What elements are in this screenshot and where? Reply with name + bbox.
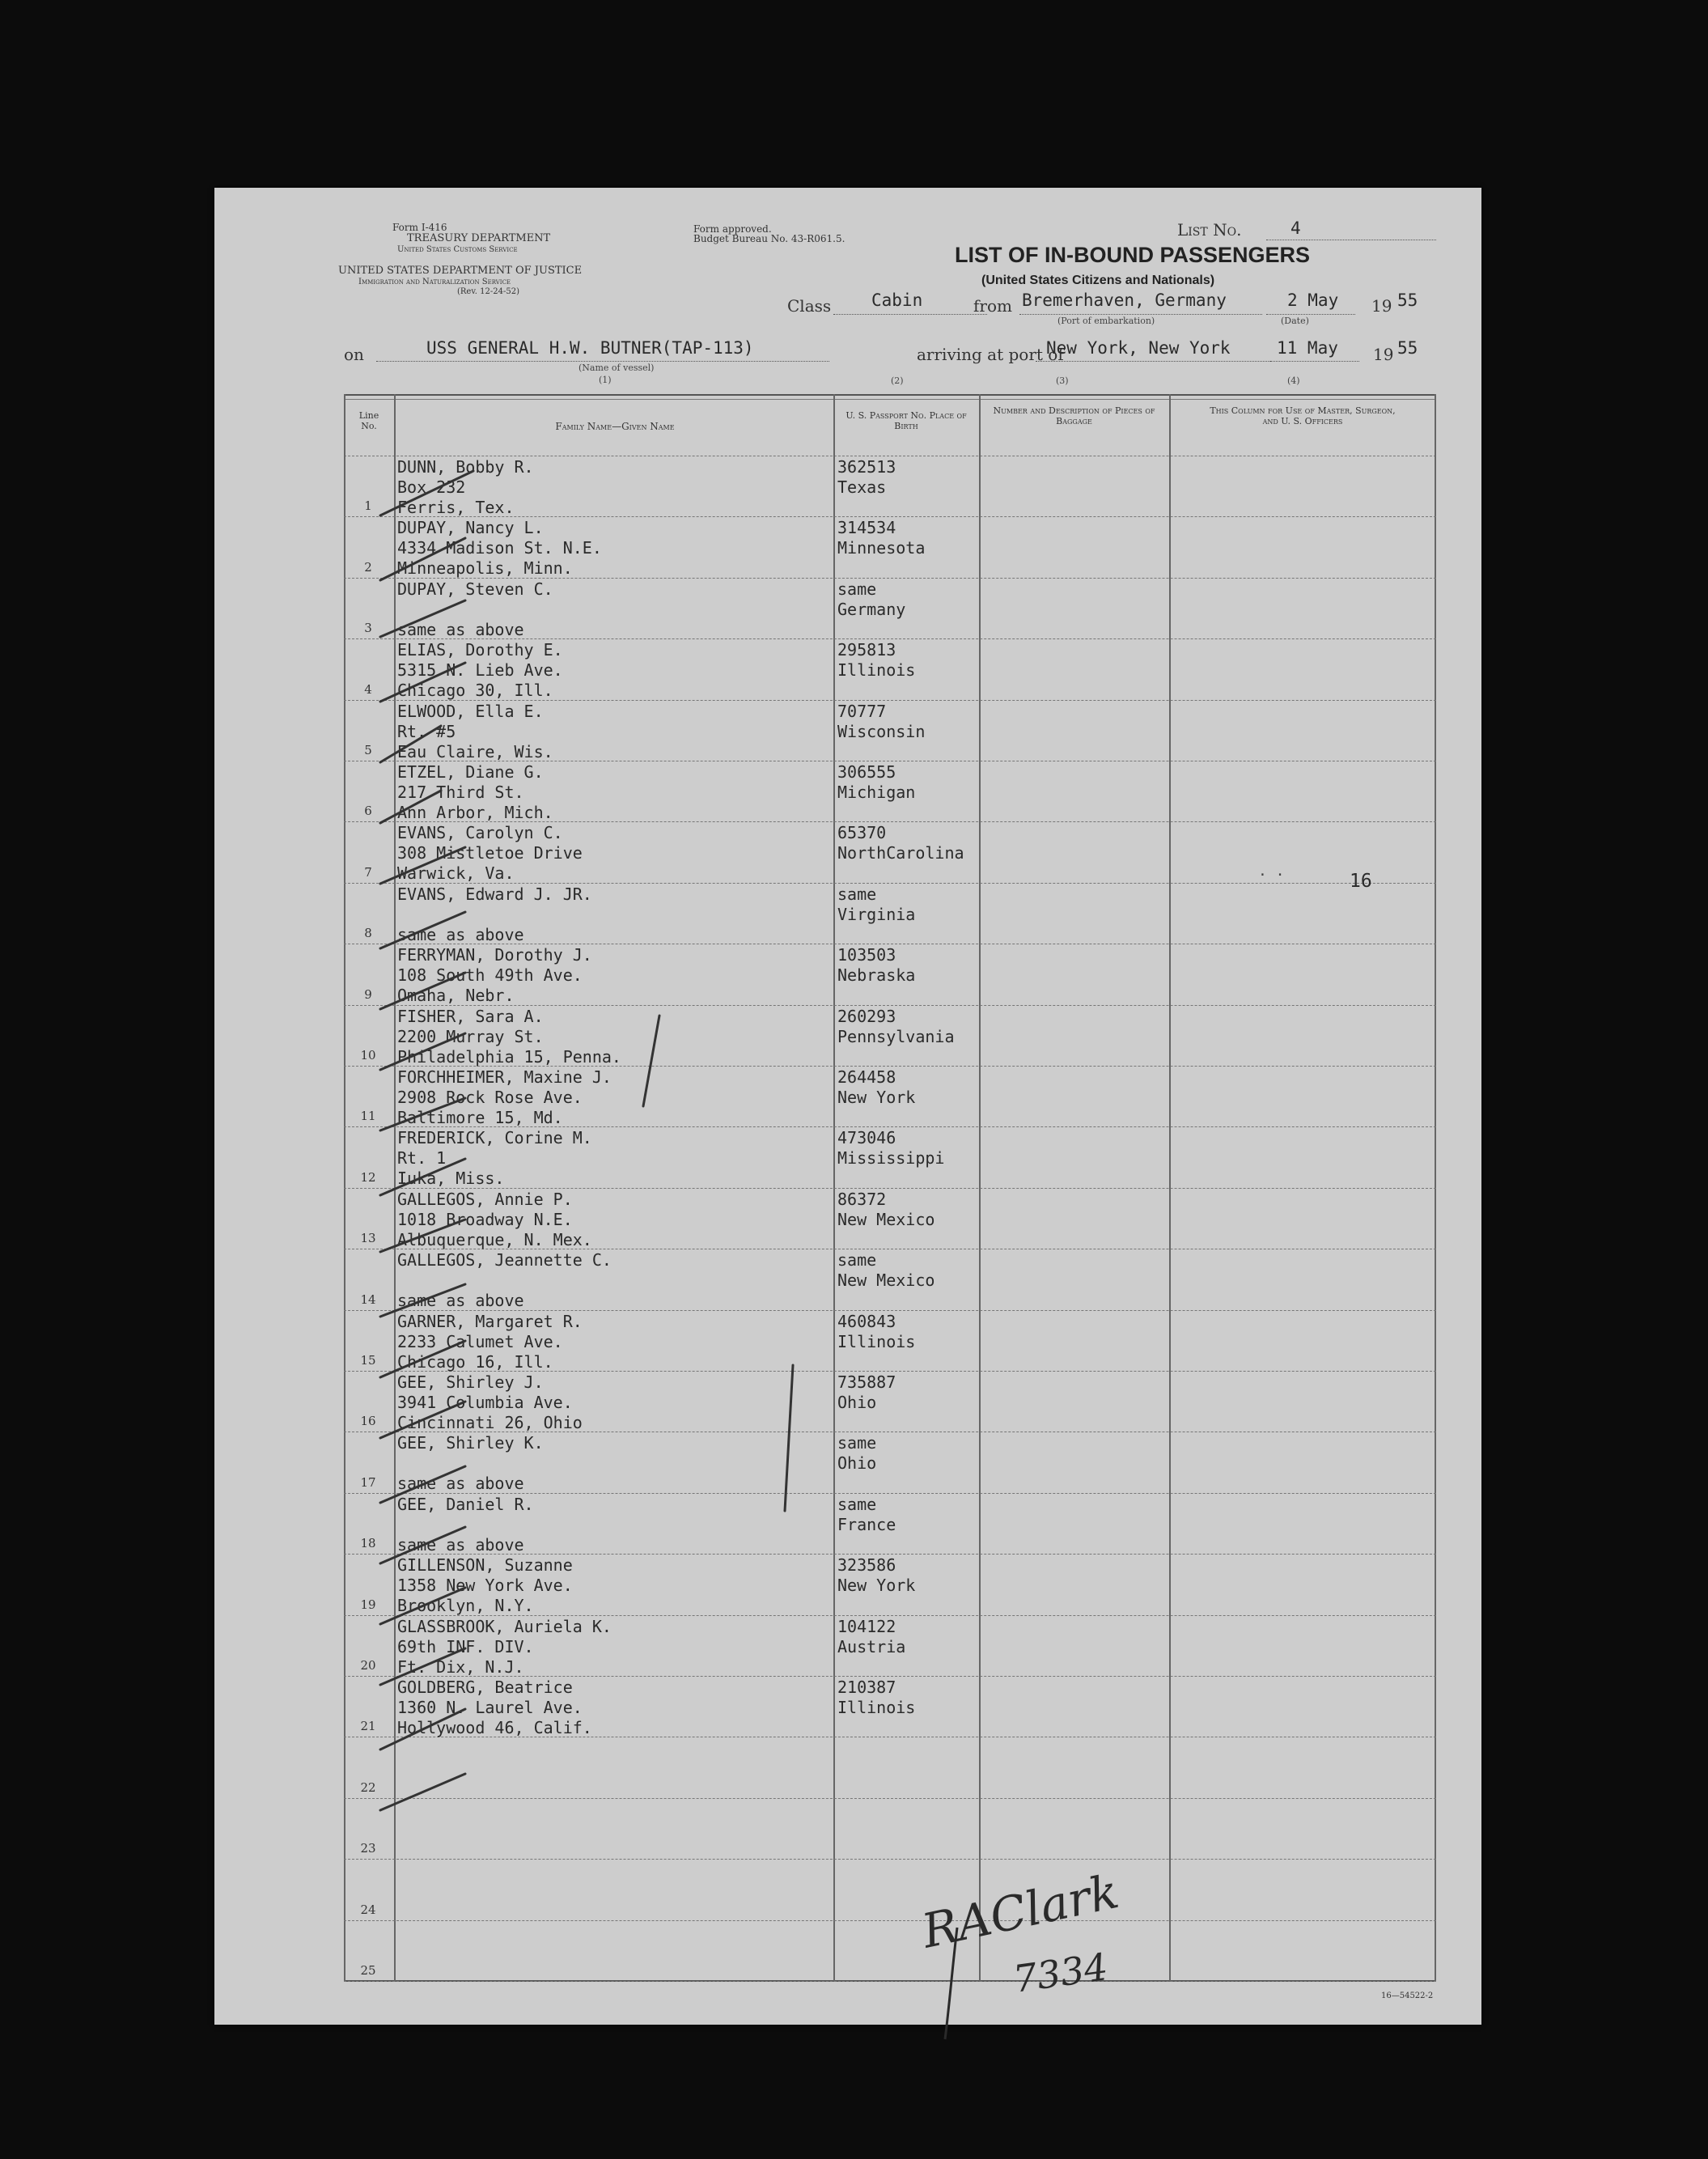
passport-cell (837, 579, 905, 620)
passport-number: same (837, 1433, 877, 1453)
passenger-name: FERRYMAN, Dorothy J. (397, 945, 592, 965)
passenger-address: Hollywood 46, Calif. (397, 1718, 592, 1737)
place-of-birth: Minnesota (837, 538, 926, 558)
passenger-name: GILLENSON, Suzanne (397, 1555, 573, 1576)
passenger-address: Warwick, Va. (397, 863, 515, 884)
vessel-caption: (Name of vessel) (579, 363, 655, 373)
passenger-address: Cincinnati 26, Ohio (397, 1413, 583, 1432)
passenger-name: GEE, Shirley J. (397, 1372, 544, 1392)
passport-cell (837, 1190, 935, 1230)
list-number: 4 (1291, 218, 1301, 238)
passenger-name: DUNN, Bobby R. (397, 457, 534, 477)
passenger-address: Chicago 16, Ill. (397, 1351, 553, 1372)
passport-cell (837, 1617, 905, 1657)
passenger-address: Ft. Dix, N.J. (397, 1656, 524, 1677)
passport-number: 460843 (837, 1311, 896, 1331)
passenger-name: DUPAY, Steven C. (397, 579, 553, 599)
passenger-name: GARNER, Margaret R. (397, 1311, 583, 1331)
from-label: from (973, 296, 1012, 316)
passenger-address: 2200 Murray St. (397, 1026, 544, 1046)
passenger-address: Ann Arbor, Mich. (397, 803, 553, 822)
passenger-name: GLASSBROOK, Auriela K. (397, 1616, 612, 1636)
place-of-birth: Nebraska (837, 965, 916, 986)
passenger-address: Iuka, Miss. (397, 1169, 505, 1189)
arriving-label: arriving at port of (917, 345, 1064, 364)
place-of-birth: Pennsylvania (837, 1026, 955, 1046)
embark-year: 55 (1397, 291, 1418, 310)
passenger-address: Box 232 (397, 477, 466, 497)
passport-cell (837, 1433, 876, 1474)
passenger-name: EVANS, Edward J. JR. (397, 884, 592, 904)
passport-cell (837, 945, 915, 986)
on-label: on (344, 345, 364, 364)
passenger-address: Chicago 30, Ill. (397, 681, 553, 701)
passport-cell (837, 1128, 944, 1169)
passenger-address: Albuquerque, N. Mex. (397, 1229, 592, 1249)
place-of-birth: New York (837, 1576, 916, 1596)
passport-cell (837, 1250, 935, 1291)
line-number: 2 (364, 559, 372, 575)
line-number: 18 (360, 1536, 376, 1551)
place-of-birth: NorthCarolina (837, 843, 964, 863)
line-number: 10 (360, 1048, 376, 1063)
budget-bureau: Budget Bureau No. 43-R061.5. (693, 233, 846, 244)
arrival-port: New York, New York (1046, 338, 1231, 358)
line-number: 15 (360, 1353, 376, 1368)
manifest-page (214, 188, 1481, 2025)
passport-number: 260293 (837, 1006, 896, 1026)
col-line-no: Line No. (358, 410, 379, 431)
passport-cell (837, 884, 915, 925)
place-of-birth: Illinois (837, 1698, 916, 1717)
arrival-year: 55 (1397, 338, 1418, 358)
passenger-address: same as above (397, 924, 524, 944)
caption-1: (1) (599, 375, 612, 385)
passport-cell (837, 702, 925, 742)
passenger-name: FORCHHEIMER, Maxine J. (397, 1067, 612, 1087)
passenger-address: Rt. #5 (397, 721, 456, 741)
passenger-address: 217 Third St. (397, 783, 524, 802)
line-number: 8 (364, 926, 372, 941)
passenger-name: GEE, Daniel R. (397, 1494, 534, 1514)
passenger-address: Eau Claire, Wis. (397, 741, 553, 761)
passenger-name: GALLEGOS, Jeannette C. (397, 1250, 612, 1270)
passenger-address: Brooklyn, N.Y. (397, 1596, 534, 1616)
passenger-address: 69th INF. DIV. (397, 1636, 534, 1656)
handwritten-number: 7334 (1011, 1945, 1111, 2001)
passport-number: 314534 (837, 518, 896, 538)
passport-number: 104122 (837, 1616, 896, 1636)
place-of-birth: Ohio (837, 1453, 877, 1474)
place-of-birth: France (837, 1514, 896, 1534)
passenger-address: same as above (397, 1534, 524, 1555)
passenger-name: GEE, Shirley K. (397, 1433, 544, 1453)
passport-cell (837, 1372, 896, 1413)
line-number: 21 (360, 1719, 376, 1734)
passport-number: 65370 (837, 823, 887, 843)
passport-number: 473046 (837, 1128, 896, 1148)
form-number: Form I-416 (392, 222, 447, 233)
passport-cell (837, 1495, 896, 1535)
place-of-birth: New Mexico (837, 1209, 935, 1229)
passenger-address: Omaha, Nebr. (397, 986, 515, 1006)
passport-cell (837, 1555, 915, 1596)
passport-cell (837, 762, 915, 803)
line-number: 9 (364, 986, 372, 1002)
passport-number: same (837, 884, 877, 904)
passenger-address: Rt. 1 (397, 1148, 447, 1169)
line-number: 23 (360, 1841, 376, 1856)
passport-number: same (837, 1494, 877, 1514)
passenger-name: GOLDBERG, Beatrice (397, 1678, 573, 1697)
passenger-address: same as above (397, 1474, 524, 1494)
passenger-name: ELIAS, Dorothy E. (397, 640, 563, 660)
passenger-address: 1360 N. Laurel Ave. (397, 1698, 583, 1717)
ins-service: Immigration and Naturalization Service (358, 278, 511, 286)
justice-department: UNITED STATES DEPARTMENT OF JUSTICE (338, 265, 583, 277)
line-number: 12 (360, 1169, 376, 1185)
passenger-address: Minneapolis, Minn. (397, 558, 573, 579)
col-baggage: Number and Description of Pieces of Baggage (993, 405, 1155, 426)
check-marks (344, 394, 829, 1982)
passport-number: same (837, 579, 877, 599)
caption-3: (3) (1056, 375, 1069, 386)
passport-cell (837, 823, 964, 863)
passport-cell (837, 1007, 955, 1047)
passenger-address: 108 South 49th Ave. (397, 965, 583, 986)
passport-number: 70777 (837, 701, 887, 721)
revision: (Rev. 12-24-52) (457, 287, 520, 296)
passenger-address: 1358 New York Ave. (397, 1576, 573, 1596)
passenger-address: 2233 Calumet Ave. (397, 1331, 563, 1351)
passport-number: 362513 (837, 457, 896, 477)
passport-cell (837, 457, 896, 498)
passport-cell (837, 1067, 915, 1108)
dot-marks: · · (1258, 867, 1285, 884)
passport-number: 264458 (837, 1067, 896, 1087)
embark-year-prefix: 19 (1371, 296, 1392, 316)
passenger-address: 308 Mistletoe Drive (397, 843, 583, 863)
passport-cell (837, 518, 925, 558)
place-of-birth: Michigan (837, 783, 916, 802)
line-number: 3 (364, 621, 372, 636)
line-number: 6 (364, 804, 372, 819)
passport-number: same (837, 1250, 877, 1270)
passport-cell (837, 640, 915, 681)
line-number: 25 (360, 1963, 376, 1978)
place-of-birth: Austria (837, 1636, 906, 1656)
passenger-address: Baltimore 15, Md. (397, 1108, 563, 1127)
passport-number: 306555 (837, 762, 896, 782)
line-number: 20 (360, 1658, 376, 1673)
passenger-name: EVANS, Carolyn C. (397, 823, 563, 843)
col-passport: U. S. Passport No. Place of Birth (846, 410, 967, 431)
page-title: LIST OF IN-BOUND PASSENGERS (955, 243, 1311, 267)
place-of-birth: Illinois (837, 660, 916, 681)
arrival-date: 11 May (1277, 338, 1338, 358)
passport-number: 295813 (837, 640, 896, 660)
arrival-year-prefix: 19 (1373, 345, 1394, 364)
vessel-name: USS GENERAL H.W. BUTNER(TAP-113) (426, 338, 754, 358)
passenger-name: FREDERICK, Corine M. (397, 1128, 592, 1148)
passenger-address: same as above (397, 619, 524, 639)
place-of-birth: Wisconsin (837, 721, 926, 741)
place-of-birth: Mississippi (837, 1148, 945, 1169)
line-number: 4 (364, 681, 372, 697)
place-of-birth: New York (837, 1088, 916, 1107)
embarkation-caption: (Port of embarkation) (1057, 316, 1155, 326)
place-of-birth: Virginia (837, 904, 916, 924)
print-code: 16—54522-2 (1381, 1991, 1434, 2000)
embarkation-date: 2 May (1287, 291, 1339, 310)
passenger-address: 5315 N. Lieb Ave. (397, 660, 563, 681)
embarkation-port: Bremerhaven, Germany (1022, 291, 1227, 310)
passenger-name: GALLEGOS, Annie P. (397, 1189, 573, 1209)
line-number: 5 (364, 743, 372, 757)
treasury-department: TREASURY DEPARTMENT (407, 232, 551, 244)
passenger-address: Philadelphia 15, Penna. (397, 1046, 621, 1067)
passenger-name: ETZEL, Diane G. (397, 762, 544, 782)
line-number: 19 (360, 1597, 376, 1612)
place-of-birth: Texas (837, 477, 887, 497)
handwritten-signature (862, 1864, 1124, 2041)
line-number: 1 (364, 498, 372, 514)
handwritten-note: RAClark (917, 1864, 1124, 1959)
line-number: 22 (360, 1779, 376, 1795)
passenger-name: FISHER, Sara A. (397, 1006, 544, 1026)
passenger-address: same as above (397, 1291, 524, 1311)
date-caption: (Date) (1281, 316, 1309, 326)
caption-2: (2) (891, 375, 904, 386)
passport-number: 210387 (837, 1678, 896, 1697)
line-number: 17 (360, 1474, 376, 1490)
passenger-name: DUPAY, Nancy L. (397, 518, 544, 538)
line-number: 7 (364, 864, 372, 880)
place-of-birth: Illinois (837, 1331, 916, 1351)
form-approved: Form approved. (693, 223, 772, 235)
passport-number: 323586 (837, 1555, 896, 1576)
passenger-address: 1018 Broadway N.E. (397, 1209, 573, 1229)
line-number: 13 (360, 1231, 376, 1246)
passenger-address: 2908 Rock Rose Ave. (397, 1088, 583, 1107)
passenger-name: ELWOOD, Ella E. (397, 701, 544, 721)
class-label: Class (787, 296, 832, 316)
list-label: List No. (1177, 220, 1242, 240)
passenger-address: 4334 Madison St. N.E. (397, 538, 602, 558)
class-value: Cabin (871, 291, 923, 310)
line-number: 16 (360, 1414, 376, 1429)
passport-number: 103503 (837, 945, 896, 965)
line-number: 14 (360, 1292, 376, 1307)
col-name: Family Name—Given Name (555, 421, 675, 432)
passport-cell (837, 1678, 915, 1718)
col-officers: This Column for Use of Master, Surgeon, and U. S. Officers (1210, 405, 1396, 426)
customs-service: United States Customs Service (397, 245, 518, 254)
caption-4: (4) (1287, 375, 1300, 386)
passport-number: 86372 (837, 1189, 887, 1209)
line-number: 24 (360, 1902, 376, 1917)
line-number: 11 (360, 1109, 376, 1124)
page-subtitle: (United States Citizens and Nationals) (981, 274, 1215, 287)
passenger-address: Ferris, Tex. (397, 498, 515, 517)
passenger-address: 3941 Columbia Ave. (397, 1393, 573, 1412)
passport-number: 735887 (837, 1372, 896, 1392)
margin-number: 16 (1350, 871, 1372, 892)
place-of-birth: Ohio (837, 1393, 877, 1412)
place-of-birth: New Mexico (837, 1270, 935, 1291)
place-of-birth: Germany (837, 599, 906, 619)
passport-cell (837, 1312, 915, 1352)
